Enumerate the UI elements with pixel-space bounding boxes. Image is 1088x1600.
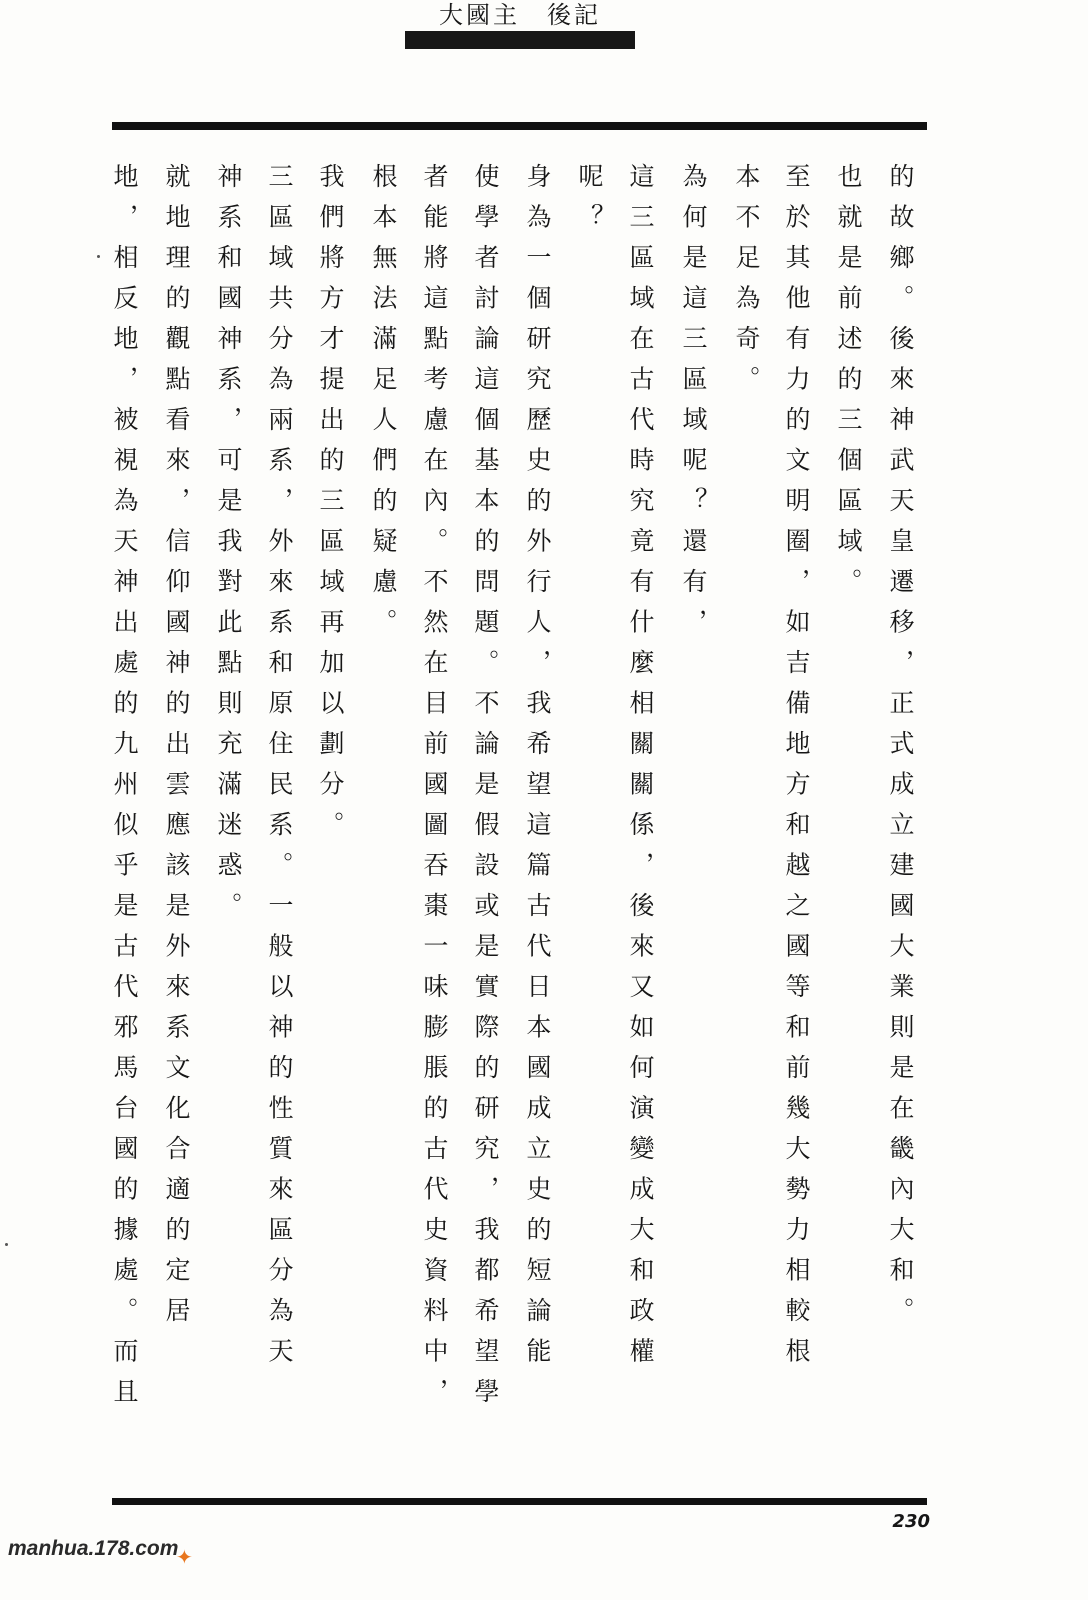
text-column: 身為一個研究歷史的外行人，我希望這篇古代日本國成立史的短論能 <box>523 163 552 1378</box>
text-column: 者能將這點考慮在內。不然在目前國圖吞棗一味膨脹的古代史資料中， <box>420 163 449 1419</box>
text-column: 我們將方才提出的三區域再加以劃分。 <box>316 163 345 852</box>
text-column: 地，相反地，被視為天神出處的九州似乎是古代邪馬台國的據處。而且 <box>110 163 139 1419</box>
text-column: 根本無法滿足人們的疑慮。 <box>369 163 398 649</box>
text-column: 為何是這三區域呢？還有， <box>679 163 708 649</box>
header-bar <box>405 31 635 49</box>
text-column: 本不足為奇。 <box>732 163 761 406</box>
text-column: 至於其他有力的文明圈，如吉備地方和越之國等和前幾大勢力相較根 <box>782 163 811 1378</box>
text-column: 神系和國神系，可是我對此點則充滿迷惑。 <box>214 163 243 933</box>
scan-speck <box>5 1243 8 1246</box>
bottom-rule <box>112 1498 927 1505</box>
text-column: 就地理的觀點看來，信仰國神的出雲應該是外來系文化合適的定居 <box>162 163 191 1338</box>
header-title: 大國主 後記 <box>439 1 601 29</box>
top-rule <box>112 122 927 130</box>
watermark-star-icon: ✦ <box>176 1545 193 1569</box>
watermark: manhua.178.com <box>8 1537 179 1560</box>
text-column: 的故鄉。後來神武天皇遷移，正式成立建國大業則是在畿內大和。 <box>886 163 915 1338</box>
text-column: 三區域共分為兩系，外來系和原住民系。一般以神的性質來區分為天 <box>265 163 294 1378</box>
text-column: 也就是前述的三個區域。 <box>834 163 863 609</box>
scan-speck <box>97 255 100 258</box>
text-column: 這三區域在古代時究竟有什麼相關關係，後來又如何演變成大和政權 <box>626 163 655 1378</box>
page-number: 230 <box>892 1511 930 1532</box>
text-column: 呢？ <box>575 163 604 244</box>
text-column: 使學者討論這個基本的問題。不論是假設或是實際的研究，我都希望學 <box>471 163 500 1419</box>
